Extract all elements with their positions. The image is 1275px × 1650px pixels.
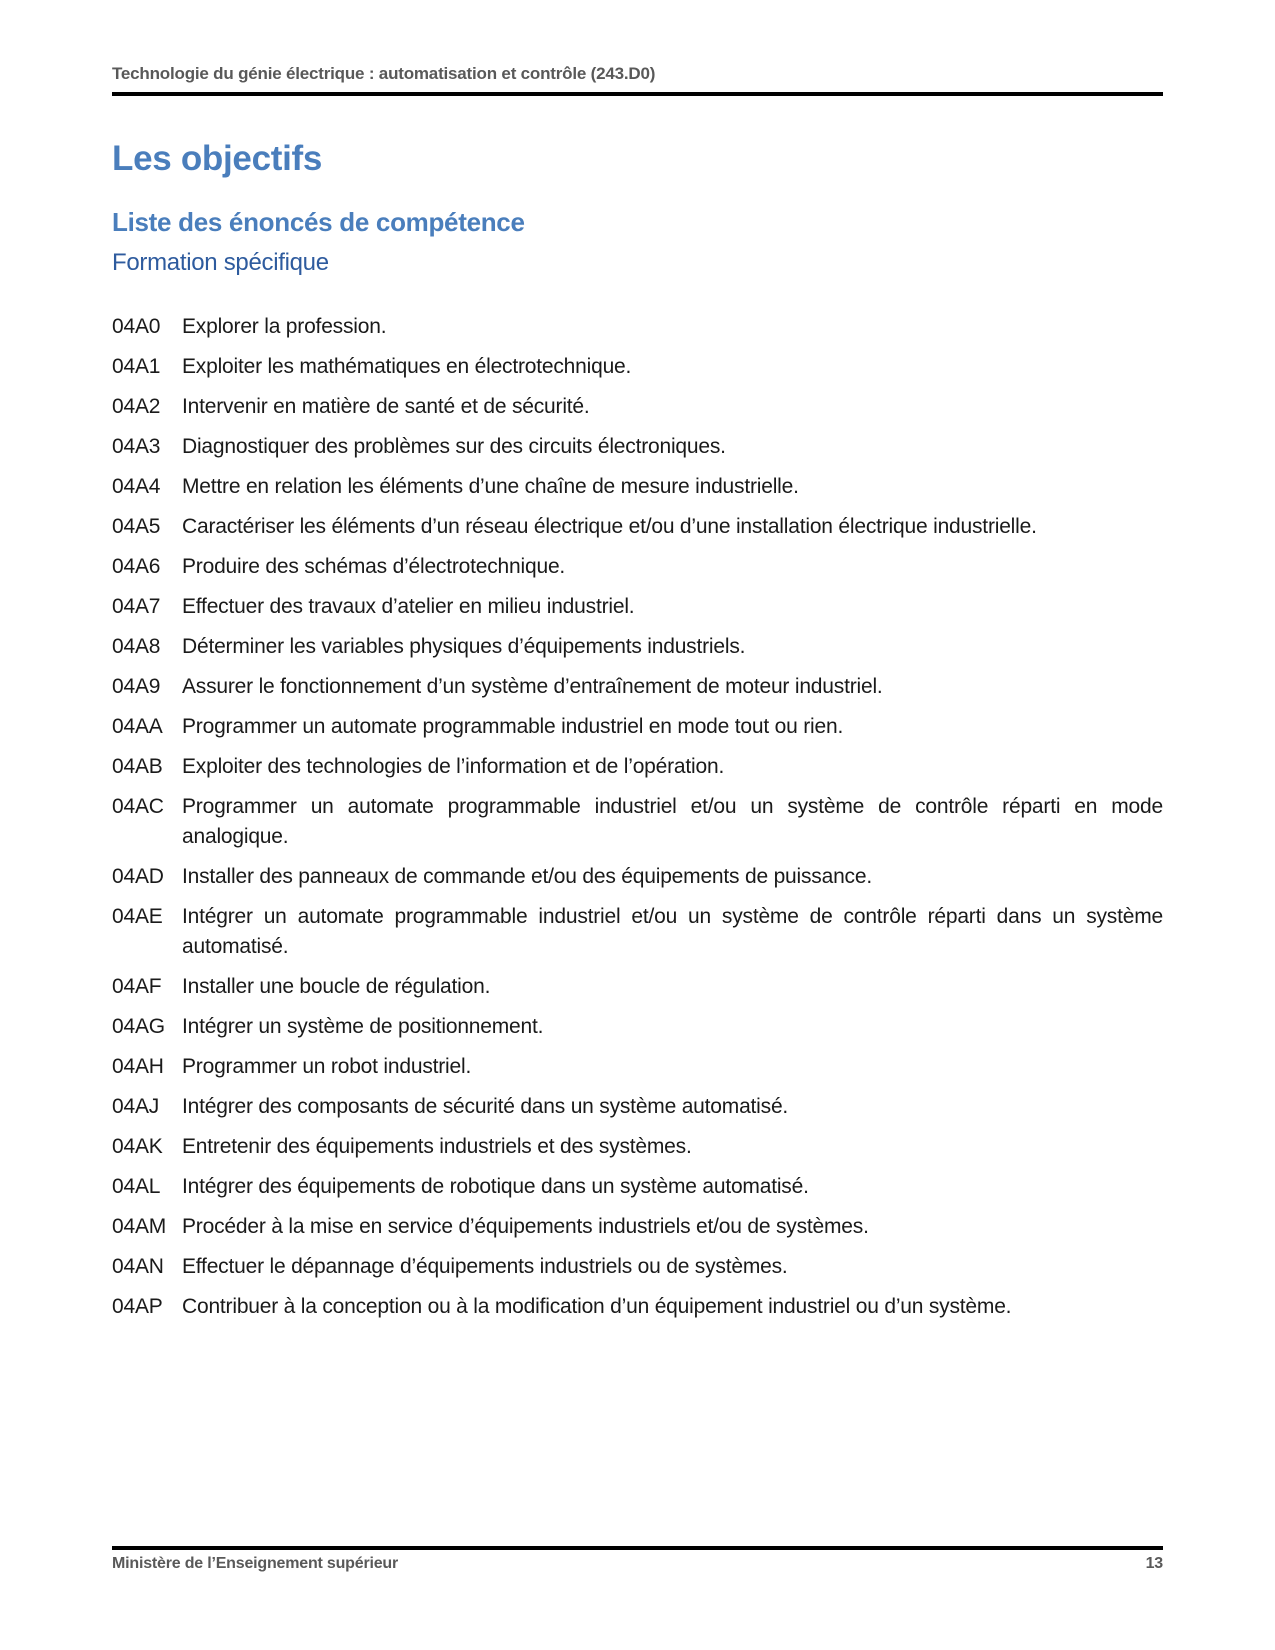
list-item	[112, 552, 1163, 582]
footer-page-number: 13	[1145, 1555, 1163, 1572]
list-item	[112, 432, 1163, 462]
competency-code: 04A4	[112, 475, 161, 498]
competency-label: Effectuer des travaux d’atelier en milieu industriel.	[182, 595, 635, 618]
footer-ministry: Ministère de l’Enseignement supérieur	[112, 1555, 399, 1572]
section-subtitle: Liste des énoncés de compétence	[112, 207, 525, 237]
competency-label: Déterminer les variables physiques d’équipements industriels.	[182, 635, 746, 658]
competency-code: 04A1	[112, 355, 161, 378]
competency-code: 04AA	[112, 715, 163, 738]
competency-label: Diagnostiquer des problèmes sur des circuits électroniques.	[182, 435, 726, 458]
list-item	[112, 1092, 1163, 1122]
competency-code: 04A9	[112, 675, 161, 698]
list-item	[112, 672, 1163, 702]
list-item	[112, 1212, 1163, 1242]
competency-label: Programmer un automate programmable industriel et/ou un système de contrôle réparti en mode analogique.	[182, 795, 1163, 848]
list-item	[112, 1012, 1163, 1042]
competency-label: Intégrer des équipements de robotique dans un système automatisé.	[182, 1175, 809, 1198]
competency-label: Assurer le fonctionnement d’un système d’entraînement de moteur industriel.	[182, 675, 883, 698]
footer-rule	[112, 1546, 1163, 1550]
competency-code: 04AD	[112, 865, 164, 888]
header-title: Technologie du génie électrique : automatisation et contrôle (243.D0)	[112, 64, 656, 83]
competency-label: Explorer la profession.	[182, 315, 387, 338]
competency-code: 04AP	[112, 1295, 163, 1318]
competency-code: 04AG	[112, 1015, 165, 1038]
competency-label: Contribuer à la conception ou à la modification d’un équipement industriel ou d’un système.	[182, 1295, 1012, 1318]
competency-label: Exploiter des technologies de l’information et de l’opération.	[182, 755, 725, 778]
competency-label: Installer une boucle de régulation.	[182, 975, 491, 998]
competency-code: 04AL	[112, 1175, 161, 1198]
list-item	[112, 512, 1163, 542]
competency-label: Procéder à la mise en service d’équipements industriels et/ou de systèmes.	[182, 1215, 869, 1238]
list-item	[112, 312, 1163, 342]
page-header	[112, 64, 1163, 96]
competency-code: 04A0	[112, 315, 161, 338]
competency-list	[112, 312, 1163, 1322]
competency-label: Installer des panneaux de commande et/ou des équipements de puissance.	[182, 865, 872, 888]
page-title: Les objectifs	[112, 139, 323, 178]
list-item	[112, 352, 1163, 382]
list-item	[112, 592, 1163, 622]
list-item	[112, 632, 1163, 662]
header-rule	[112, 92, 1163, 96]
list-item	[112, 1052, 1163, 1082]
competency-label: Effectuer le dépannage d’équipements industriels ou de systèmes.	[182, 1255, 788, 1278]
list-item	[112, 792, 1163, 852]
list-item	[112, 1172, 1163, 1202]
competency-label: Intégrer un automate programmable industriel et/ou un système de contrôle réparti dans un système automatisé.	[182, 905, 1163, 958]
list-item	[112, 712, 1163, 742]
competency-code: 04AB	[112, 755, 163, 778]
competency-label: Programmer un robot industriel.	[182, 1055, 472, 1078]
competency-label: Programmer un automate programmable industriel en mode tout ou rien.	[182, 715, 844, 738]
list-item	[112, 392, 1163, 422]
competency-code: 04A5	[112, 515, 161, 538]
section-heading: Formation spécifique	[112, 249, 329, 276]
competency-label: Exploiter les mathématiques en électrotechnique.	[182, 355, 632, 378]
list-item	[112, 1252, 1163, 1282]
competency-code: 04AC	[112, 795, 164, 818]
competency-code: 04AN	[112, 1255, 164, 1278]
competency-code: 04A2	[112, 395, 161, 418]
list-item	[112, 752, 1163, 782]
page-footer	[112, 1546, 1163, 1573]
competency-code: 04AK	[112, 1135, 163, 1158]
list-item	[112, 1132, 1163, 1162]
list-item	[112, 862, 1163, 892]
list-item	[112, 472, 1163, 502]
list-item	[112, 972, 1163, 1002]
competency-code: 04A7	[112, 595, 161, 618]
competency-code: 04A3	[112, 435, 161, 458]
competency-label: Intégrer des composants de sécurité dans un système automatisé.	[182, 1095, 789, 1118]
footer-row	[112, 1555, 1163, 1573]
competency-label: Mettre en relation les éléments d’une chaîne de mesure industrielle.	[182, 475, 799, 498]
competency-code: 04A6	[112, 555, 161, 578]
competency-label: Intervenir en matière de santé et de sécurité.	[182, 395, 590, 418]
competency-code: 04AM	[112, 1215, 167, 1238]
competency-label: Produire des schémas d’électrotechnique.	[182, 555, 566, 578]
competency-code: 04A8	[112, 635, 161, 658]
competency-code: 04AF	[112, 975, 162, 998]
competency-code: 04AH	[112, 1055, 164, 1078]
list-item	[112, 902, 1163, 962]
list-item	[112, 1292, 1163, 1322]
competency-code: 04AE	[112, 905, 163, 928]
competency-label: Intégrer un système de positionnement.	[182, 1015, 544, 1038]
competency-label: Entretenir des équipements industriels et des systèmes.	[182, 1135, 692, 1158]
competency-code: 04AJ	[112, 1095, 160, 1118]
competency-label: Caractériser les éléments d’un réseau électrique et/ou d’une installation électrique industrielle.	[182, 515, 1037, 538]
